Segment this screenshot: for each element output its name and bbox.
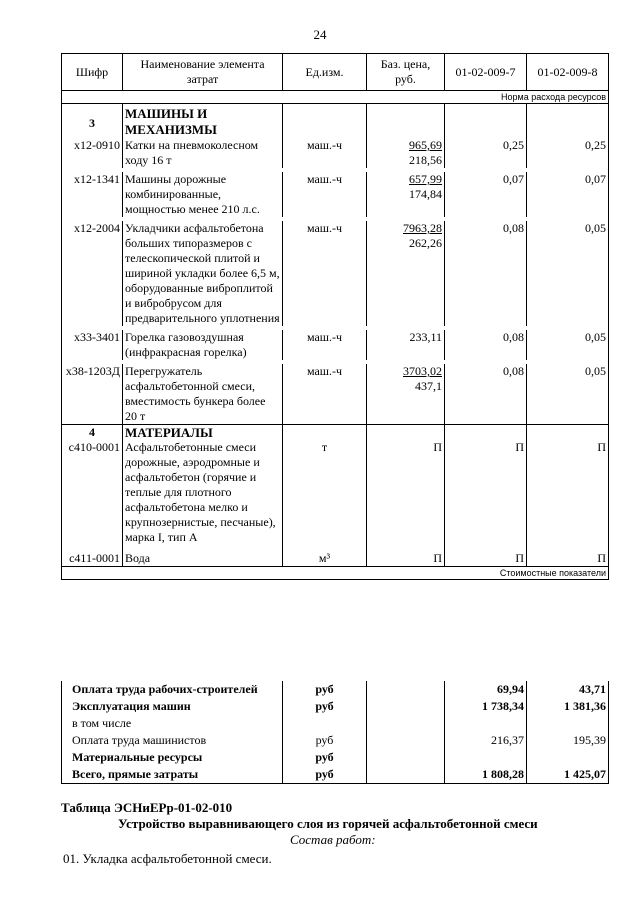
summary-value-a bbox=[445, 715, 527, 732]
summary-price bbox=[367, 749, 445, 766]
row-price: П bbox=[367, 440, 445, 551]
row-unit: маш.-ч bbox=[283, 330, 367, 360]
summary-unit bbox=[283, 715, 367, 732]
table-row bbox=[62, 551, 609, 567]
row-price: П bbox=[367, 551, 445, 567]
summary-value-b bbox=[527, 749, 609, 766]
summary-value-a: 1 808,28 bbox=[445, 766, 527, 784]
row-name: Горелка газовоздушная (инфракрасная горелка) bbox=[123, 330, 283, 360]
cost-band-label: Стоимостные показатели bbox=[62, 567, 609, 580]
table-row bbox=[62, 364, 609, 425]
section-row bbox=[62, 104, 609, 139]
summary-value-a: 1 738,34 bbox=[445, 698, 527, 715]
row-name: Машины дорожные комбинированные, мощностью менее 210 л.с. bbox=[123, 172, 283, 217]
row-price: 7963,28 bbox=[403, 221, 442, 235]
row-unit: м³ bbox=[283, 551, 367, 567]
summary-price bbox=[367, 732, 445, 749]
header-price: Баз. цена, руб. bbox=[367, 54, 445, 91]
row-unit: маш.-ч bbox=[283, 364, 367, 425]
row-price-sub: 437,1 bbox=[415, 379, 442, 393]
summary-row bbox=[62, 732, 609, 749]
summary-unit: руб bbox=[283, 681, 367, 698]
summary-value-a: 216,37 bbox=[445, 732, 527, 749]
row-value-a: 0,25 bbox=[445, 138, 527, 168]
row-name: Вода bbox=[123, 551, 283, 567]
row-value-b: 0,07 bbox=[527, 172, 609, 217]
row-price: 233,11 bbox=[367, 330, 445, 360]
summary-unit: руб bbox=[283, 766, 367, 784]
row-price-sub: 218,56 bbox=[409, 153, 442, 167]
consumption-band bbox=[62, 91, 609, 104]
summary-label: Всего, прямые затраты bbox=[62, 766, 283, 784]
summary-value-b: 195,39 bbox=[527, 732, 609, 749]
section-number: 4 bbox=[62, 425, 123, 441]
row-code: х38-1203Д bbox=[62, 364, 123, 425]
row-value-a: 0,07 bbox=[445, 172, 527, 217]
table-row bbox=[62, 172, 609, 217]
row-price: 657,99 bbox=[409, 172, 442, 186]
row-value-a: П bbox=[445, 440, 527, 551]
resource-table bbox=[61, 53, 609, 580]
summary-unit: руб bbox=[283, 749, 367, 766]
header-code: Шифр bbox=[62, 54, 123, 91]
summary-label: в том числе bbox=[62, 715, 283, 732]
summary-label: Эксплуатация машин bbox=[62, 698, 283, 715]
row-price-sub: 262,26 bbox=[409, 236, 442, 250]
row-unit: маш.-ч bbox=[283, 172, 367, 217]
summary-price bbox=[367, 681, 445, 698]
summary-value-b: 43,71 bbox=[527, 681, 609, 698]
header-col-a: 01-02-009-7 bbox=[445, 54, 527, 91]
summary-row bbox=[62, 766, 609, 784]
table-title: Таблица ЭСНиЕРр-01-02-010 bbox=[61, 800, 233, 815]
header-col-b: 01-02-009-8 bbox=[527, 54, 609, 91]
header-name: Наименование элемента затрат bbox=[123, 54, 283, 91]
table-row bbox=[62, 440, 609, 551]
summary-label: Оплата труда машинистов bbox=[62, 732, 283, 749]
summary-row bbox=[62, 749, 609, 766]
row-price: 3703,02 bbox=[403, 364, 442, 378]
summary-price bbox=[367, 766, 445, 784]
section-number: 3 bbox=[62, 104, 123, 139]
summary-value-b: 1 425,07 bbox=[527, 766, 609, 784]
row-name: Катки на пневмоколесном ходу 16 т bbox=[123, 138, 283, 168]
row-value-a: 0,08 bbox=[445, 221, 527, 326]
row-unit: маш.-ч bbox=[283, 221, 367, 326]
row-value-a: 0,08 bbox=[445, 330, 527, 360]
summary-row bbox=[62, 698, 609, 715]
row-unit: т bbox=[283, 440, 367, 551]
section-title: МАШИНЫ И МЕХАНИЗМЫ bbox=[123, 104, 283, 139]
row-value-a: 0,08 bbox=[445, 364, 527, 425]
summary-table bbox=[61, 681, 609, 784]
summary-unit: руб bbox=[283, 698, 367, 715]
header-unit: Ед.изм. bbox=[283, 54, 367, 91]
table-row bbox=[62, 221, 609, 326]
section-title: МАТЕРИАЛЫ bbox=[123, 425, 283, 441]
cost-band bbox=[62, 567, 609, 580]
summary-price bbox=[367, 698, 445, 715]
table-row bbox=[62, 138, 609, 168]
summary-label: Оплата труда рабочих-строителей bbox=[62, 681, 283, 698]
summary-row bbox=[62, 681, 609, 698]
row-price: 965,69 bbox=[409, 138, 442, 152]
table-header-row bbox=[62, 54, 609, 91]
row-code: х12-2004 bbox=[62, 221, 123, 326]
row-code: с411-0001 bbox=[62, 551, 123, 567]
section-row bbox=[62, 425, 609, 441]
row-value-b: 0,05 bbox=[527, 221, 609, 326]
summary-value-a bbox=[445, 749, 527, 766]
row-value-a: П bbox=[445, 551, 527, 567]
row-value-b: 0,05 bbox=[527, 330, 609, 360]
row-name: Перегружатель асфальтобетонной смеси, вместимость бункера более 20 т bbox=[123, 364, 283, 425]
work-heading: Состав работ: bbox=[290, 832, 376, 847]
table-subtitle: Устройство выравнивающего слоя из горячей асфальтобетонной смеси bbox=[118, 816, 538, 831]
page-number: 24 bbox=[313, 27, 327, 42]
row-code: х33-3401 bbox=[62, 330, 123, 360]
row-code: х12-0910 bbox=[62, 138, 123, 168]
row-code: х12-1341 bbox=[62, 172, 123, 217]
row-code: с410-0001 bbox=[62, 440, 123, 551]
summary-value-a: 69,94 bbox=[445, 681, 527, 698]
row-name: Асфальтобетонные смеси дорожные, аэродромные и асфальтобетон (горячие и теплые для плотного асфальтобетона мелко и крупнозернистые, песчаные), марка I, тип А bbox=[123, 440, 283, 551]
row-unit: маш.-ч bbox=[283, 138, 367, 168]
summary-value-b: 1 381,36 bbox=[527, 698, 609, 715]
table-row bbox=[62, 330, 609, 360]
summary-label: Материальные ресурсы bbox=[62, 749, 283, 766]
summary-value-b bbox=[527, 715, 609, 732]
summary-unit: руб bbox=[283, 732, 367, 749]
row-value-b: П bbox=[527, 440, 609, 551]
row-value-b: П bbox=[527, 551, 609, 567]
row-price-sub: 174,84 bbox=[409, 187, 442, 201]
row-value-b: 0,25 bbox=[527, 138, 609, 168]
row-value-b: 0,05 bbox=[527, 364, 609, 425]
row-name: Укладчики асфальтобетона больших типоразмеров с телескопической плитой и шириной укладки более 6,5 м, оборудованные виброплитой и вибробрусом для предварительного уплотнения bbox=[123, 221, 283, 326]
summary-price bbox=[367, 715, 445, 732]
work-item: 01. Укладка асфальтобетонной смеси. bbox=[63, 851, 272, 866]
summary-row bbox=[62, 715, 609, 732]
consumption-band-label: Норма расхода ресурсов bbox=[62, 91, 609, 104]
